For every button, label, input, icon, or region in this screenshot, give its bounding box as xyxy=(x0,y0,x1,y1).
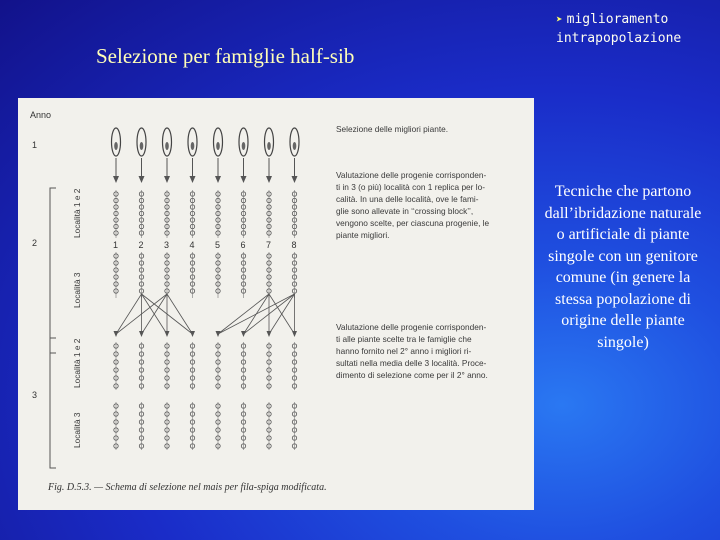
column-number: 6 xyxy=(240,240,246,250)
column-number: 1 xyxy=(113,240,119,250)
note-2-line: glie sono allevate in ‘‘crossing block’’, xyxy=(336,206,474,216)
column-number: 7 xyxy=(266,240,272,250)
scheme-diagram xyxy=(18,98,534,510)
arrowhead-icon xyxy=(215,176,221,183)
bracket-year-2 xyxy=(50,188,56,353)
selection-arrow xyxy=(116,294,142,334)
arrowhead-icon xyxy=(216,331,221,337)
arrowhead-icon xyxy=(190,176,196,183)
arrowhead-icon xyxy=(139,176,145,183)
column-number: 5 xyxy=(215,240,221,250)
year-2: 2 xyxy=(32,238,38,248)
bullet-text-line1: miglioramento xyxy=(566,12,669,27)
arrowhead-icon xyxy=(164,176,170,183)
loc-12-label: Località 1 e 2 xyxy=(72,188,82,238)
note-2-line: ti in 3 (o più) località con 1 replica per lo- xyxy=(336,182,485,192)
year-3: 3 xyxy=(32,390,38,400)
note-2-line: piante migliori. xyxy=(336,230,390,240)
arrowhead-icon xyxy=(241,331,246,337)
selection-arrow xyxy=(218,294,269,334)
anno-label: Anno xyxy=(30,110,52,120)
note-2-line: calità. In una delle località, ove le fami- xyxy=(336,194,479,204)
ear-kernel-icon xyxy=(293,142,297,150)
column-number: 3 xyxy=(164,240,170,250)
note-2 xyxy=(336,170,490,240)
arrowhead-icon xyxy=(139,331,144,337)
arrow-bullet-icon: ➤ xyxy=(556,13,563,26)
note-3-line: ti alle piante scelte tra le famiglie che xyxy=(336,334,472,344)
note-1-line: Selezione delle migliori piante. xyxy=(336,124,449,134)
note-3 xyxy=(336,322,488,380)
arrowhead-icon xyxy=(165,331,170,337)
bullet-text-line2: intrapopolazione xyxy=(556,31,682,46)
arrowhead-icon xyxy=(241,176,247,183)
note-3-line: Valutazione delle progenie corrisponden- xyxy=(336,322,487,332)
ear-kernel-icon xyxy=(267,142,271,150)
year-1: 1 xyxy=(32,140,38,150)
ear-kernel-icon xyxy=(242,142,246,150)
loc-3-label-b: Località 3 xyxy=(72,412,82,448)
arrowhead-icon xyxy=(292,176,298,183)
selection-scheme-figure xyxy=(18,98,534,510)
loc-12-label-b: Località 1 e 2 xyxy=(72,338,82,388)
note-3-line: dimento di selezione come per il 2° anno. xyxy=(336,370,488,380)
column-number: 2 xyxy=(138,240,144,250)
selection-arrow xyxy=(218,294,295,334)
column-number: 8 xyxy=(291,240,297,250)
bracket-year-3 xyxy=(50,338,56,468)
arrowhead-icon xyxy=(114,331,119,337)
arrowhead-icon xyxy=(267,331,272,337)
slide-title: Selezione per famiglie half-sib xyxy=(96,44,355,68)
arrowhead-icon xyxy=(292,331,297,337)
body-text: Tecniche che partono dall’ibridazione naturale o artificiale di piante singole con un genitore comune (in genere la stessa popolazione di origine delle piante singole) xyxy=(544,183,702,351)
loc-3-label: Località 3 xyxy=(72,272,82,308)
arrowhead-icon xyxy=(266,176,272,183)
ear-kernel-icon xyxy=(191,142,195,150)
plant-columns xyxy=(112,128,300,450)
ear-kernel-icon xyxy=(165,142,169,150)
ear-kernel-icon xyxy=(114,142,118,150)
ear-kernel-icon xyxy=(216,142,220,150)
note-3-line: sultati nella media delle 3 località. Proce- xyxy=(336,358,487,368)
arrowhead-icon xyxy=(113,176,119,183)
arrowhead-icon xyxy=(190,331,195,337)
note-2-line: Valutazione delle progenie corrisponden- xyxy=(336,170,487,180)
selection-arrow xyxy=(167,294,193,334)
ear-kernel-icon xyxy=(140,142,144,150)
note-3-line: hanno fornito nel 2° anno i migliori ri- xyxy=(336,346,472,356)
bullet-point xyxy=(556,10,716,48)
note-2-line: vengono scelte, per ciascuna progenie, le xyxy=(336,218,490,228)
column-number: 4 xyxy=(189,240,195,250)
figure-caption: Fig. D.5.3. — Schema di selezione nel mais per fila-spiga modificata. xyxy=(48,482,327,493)
